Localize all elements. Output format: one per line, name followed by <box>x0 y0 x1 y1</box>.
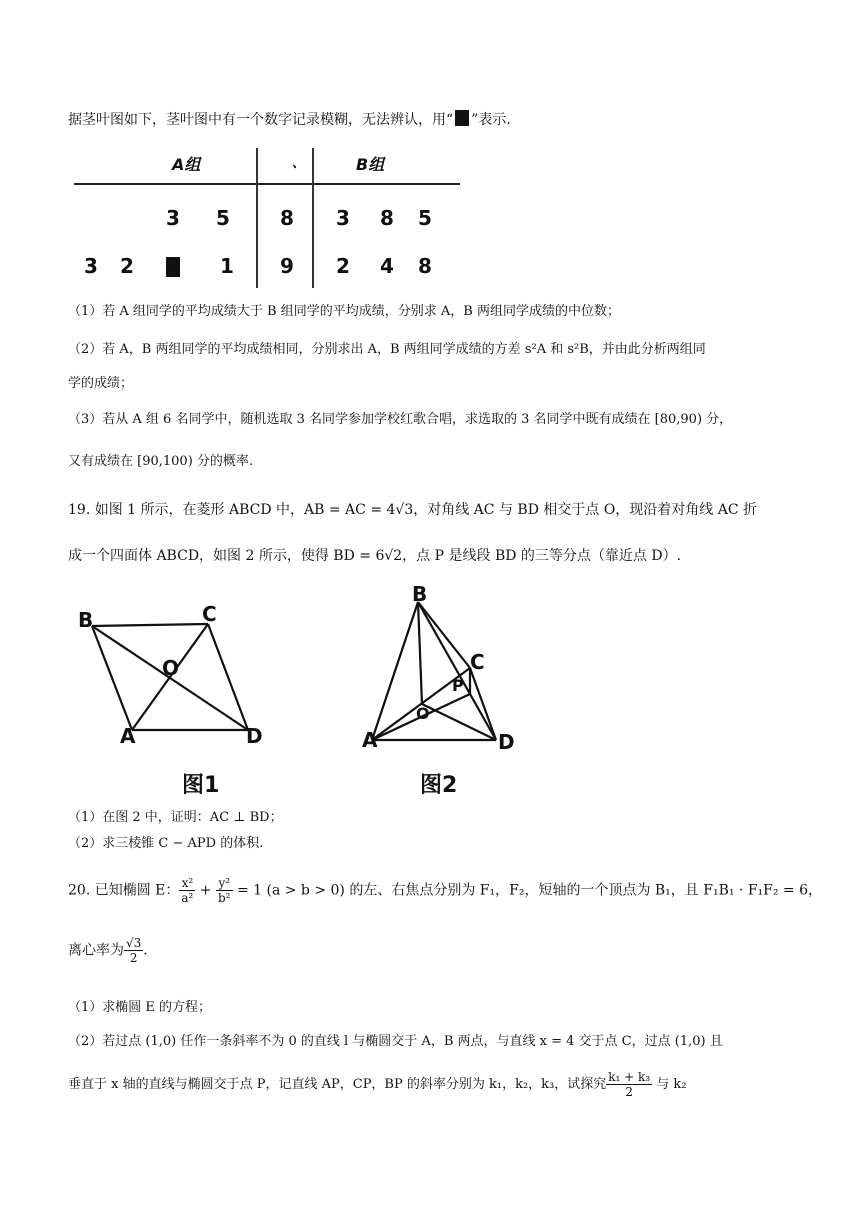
table-divider-right <box>312 148 314 288</box>
stem-value: 9 <box>280 254 294 278</box>
fraction-denominator: 2 <box>625 1085 634 1099</box>
q20-line2 <box>68 936 148 965</box>
fig2-point-b: B <box>412 582 428 606</box>
segment-bo <box>418 602 422 704</box>
fig2-point-d: D <box>498 730 515 754</box>
table-header-rule <box>74 183 460 185</box>
q20-part2-tail: 与 k₂ <box>652 1077 687 1092</box>
fig1-point-c: C <box>202 602 217 626</box>
blurred-leaf <box>166 257 180 277</box>
q18-part3-line1: （3）若从 A 组 6 名同学中，随机选取 3 名同学参加学校红歌合唱，求选取的 3 名同学中既有成绩在 [80,90) 分， <box>68 412 733 427</box>
q20-intro: 20. 已知椭圆 E： <box>68 882 180 899</box>
header-separator: 、 <box>292 156 306 171</box>
b-leaf: 8 <box>418 254 432 278</box>
q19-part1: （1）在图 2 中，证明：AC ⊥ BD； <box>68 810 283 825</box>
fig2-point-p: P <box>452 676 464 695</box>
edge-ab <box>92 626 132 730</box>
q20-line1-rest: = 1 (a > b > 0) 的左、右焦点分别为 F₁，F₂，短轴的一个顶点为 B₁，且 F₁B₁ · F₁F₂ = 6， <box>232 882 823 899</box>
fraction-x2-a2 <box>179 876 195 905</box>
figure2-caption: 图2 <box>420 773 458 798</box>
a-leaf: 3 <box>84 254 98 278</box>
header-group-b: B组 <box>356 155 385 174</box>
fraction-numerator: √3 <box>126 936 142 950</box>
rhombus-tetrahedron-figures <box>66 578 546 798</box>
q18-part1: （1）若 A 组同学的平均成绩大于 B 组同学的平均成绩，分别求 A，B 两组同学成绩的中位数； <box>68 304 620 319</box>
stem-value: 8 <box>280 206 294 230</box>
fraction-k1-k3 <box>606 1070 652 1099</box>
fig2-point-a: A <box>362 728 378 752</box>
edge-bc <box>418 602 470 668</box>
fraction-numerator: y² <box>216 876 233 891</box>
q18-part2-line2: 学的成绩； <box>68 376 134 391</box>
eccentricity-period: . <box>143 942 148 959</box>
q19-part2: （2）求三棱锥 C − APD 的体积. <box>68 836 264 851</box>
q19-line2: 成一个四面体 ABCD，如图 2 所示，使得 BD = 6√2，点 P 是线段 BD 的三等分点（靠近点 D）. <box>68 548 682 564</box>
a-leaf: 1 <box>220 254 234 278</box>
intro-text-after: ”表示. <box>471 112 511 128</box>
fig1-point-o: O <box>162 656 180 680</box>
header-group-a: A组 <box>172 155 201 174</box>
eccentricity-text: 离心率为 <box>68 942 124 959</box>
fig1-point-a: A <box>120 724 136 748</box>
b-leaf: 3 <box>336 206 350 230</box>
fig2-point-o: O <box>416 704 430 723</box>
fraction-numerator: k₁ + k₃ <box>608 1070 651 1084</box>
edge-cd <box>208 624 248 730</box>
q18-part3-line2: 又有成绩在 [90,100) 分的概率. <box>68 454 254 469</box>
fraction-numerator: x² <box>179 876 195 891</box>
b-leaf: 4 <box>380 254 394 278</box>
fig2-point-c: C <box>470 650 485 674</box>
stem-leaf-table <box>74 140 460 292</box>
a-leaf: 5 <box>216 206 230 230</box>
q20-part1: （1）求椭圆 E 的方程； <box>68 1000 212 1015</box>
a-leaf: 2 <box>120 254 134 278</box>
q18-part2-line1: （2）若 A，B 两组同学的平均成绩相同，分别求出 A，B 两组同学成绩的方差 s²A 和 s²B，并由此分析两组同 <box>68 342 706 357</box>
fraction-denominator: b² <box>218 891 231 905</box>
b-leaf: 5 <box>418 206 432 230</box>
q19-line1: 19. 如图 1 所示，在菱形 ABCD 中，AB = AC = 4√3，对角线 AC 与 BD 相交于点 O，现沿着对角线 AC 折 <box>68 502 758 518</box>
intro-text-before: 据茎叶图如下，茎叶图中有一个数字记录模糊，无法辨认，用“ <box>68 112 454 128</box>
fraction-eccentricity <box>124 936 143 965</box>
q20-line1: 20. 已知椭圆 E： $\frac{\text{x²}}{\text{a²}}$ + $\frac{\text{y²}}{\text{b²}}$ = 1 (a > b > 0) 的左、右焦点分别为 F₁，F₂，短轴的一个顶点为 B₁，且 F₁B₁ · F₁F₂ = 6， <box>68 876 823 905</box>
q20-part2-line2 <box>68 1070 687 1099</box>
intro-line <box>68 110 511 130</box>
figure1-caption: 图1 <box>182 773 220 798</box>
blurred-digit-symbol <box>455 110 469 126</box>
table-divider-left <box>256 148 258 288</box>
fraction-denominator: 2 <box>129 951 138 965</box>
edge-ba <box>372 602 418 740</box>
fig1-point-d: D <box>246 724 263 748</box>
edge-bc <box>92 624 208 626</box>
q20-part2-text: 垂直于 x 轴的直线与椭圆交于点 P，记直线 AP，CP，BP 的斜率分别为 k₁，k₂，k₃，试探究 <box>68 1077 607 1092</box>
q19-figures <box>66 578 546 798</box>
b-leaf: 8 <box>380 206 394 230</box>
q20-part2-line1: （2）若过点 (1,0) 任作一条斜率不为 0 的直线 l 与椭圆交于 A，B 两点，与直线 x = 4 交于点 C，过点 (1,0) 且 <box>68 1034 723 1049</box>
a-leaf: 3 <box>166 206 180 230</box>
b-leaf: 2 <box>336 254 350 278</box>
fraction-y2-b2 <box>216 876 233 905</box>
fraction-denominator: a² <box>181 891 194 905</box>
fig1-point-b: B <box>78 608 94 632</box>
